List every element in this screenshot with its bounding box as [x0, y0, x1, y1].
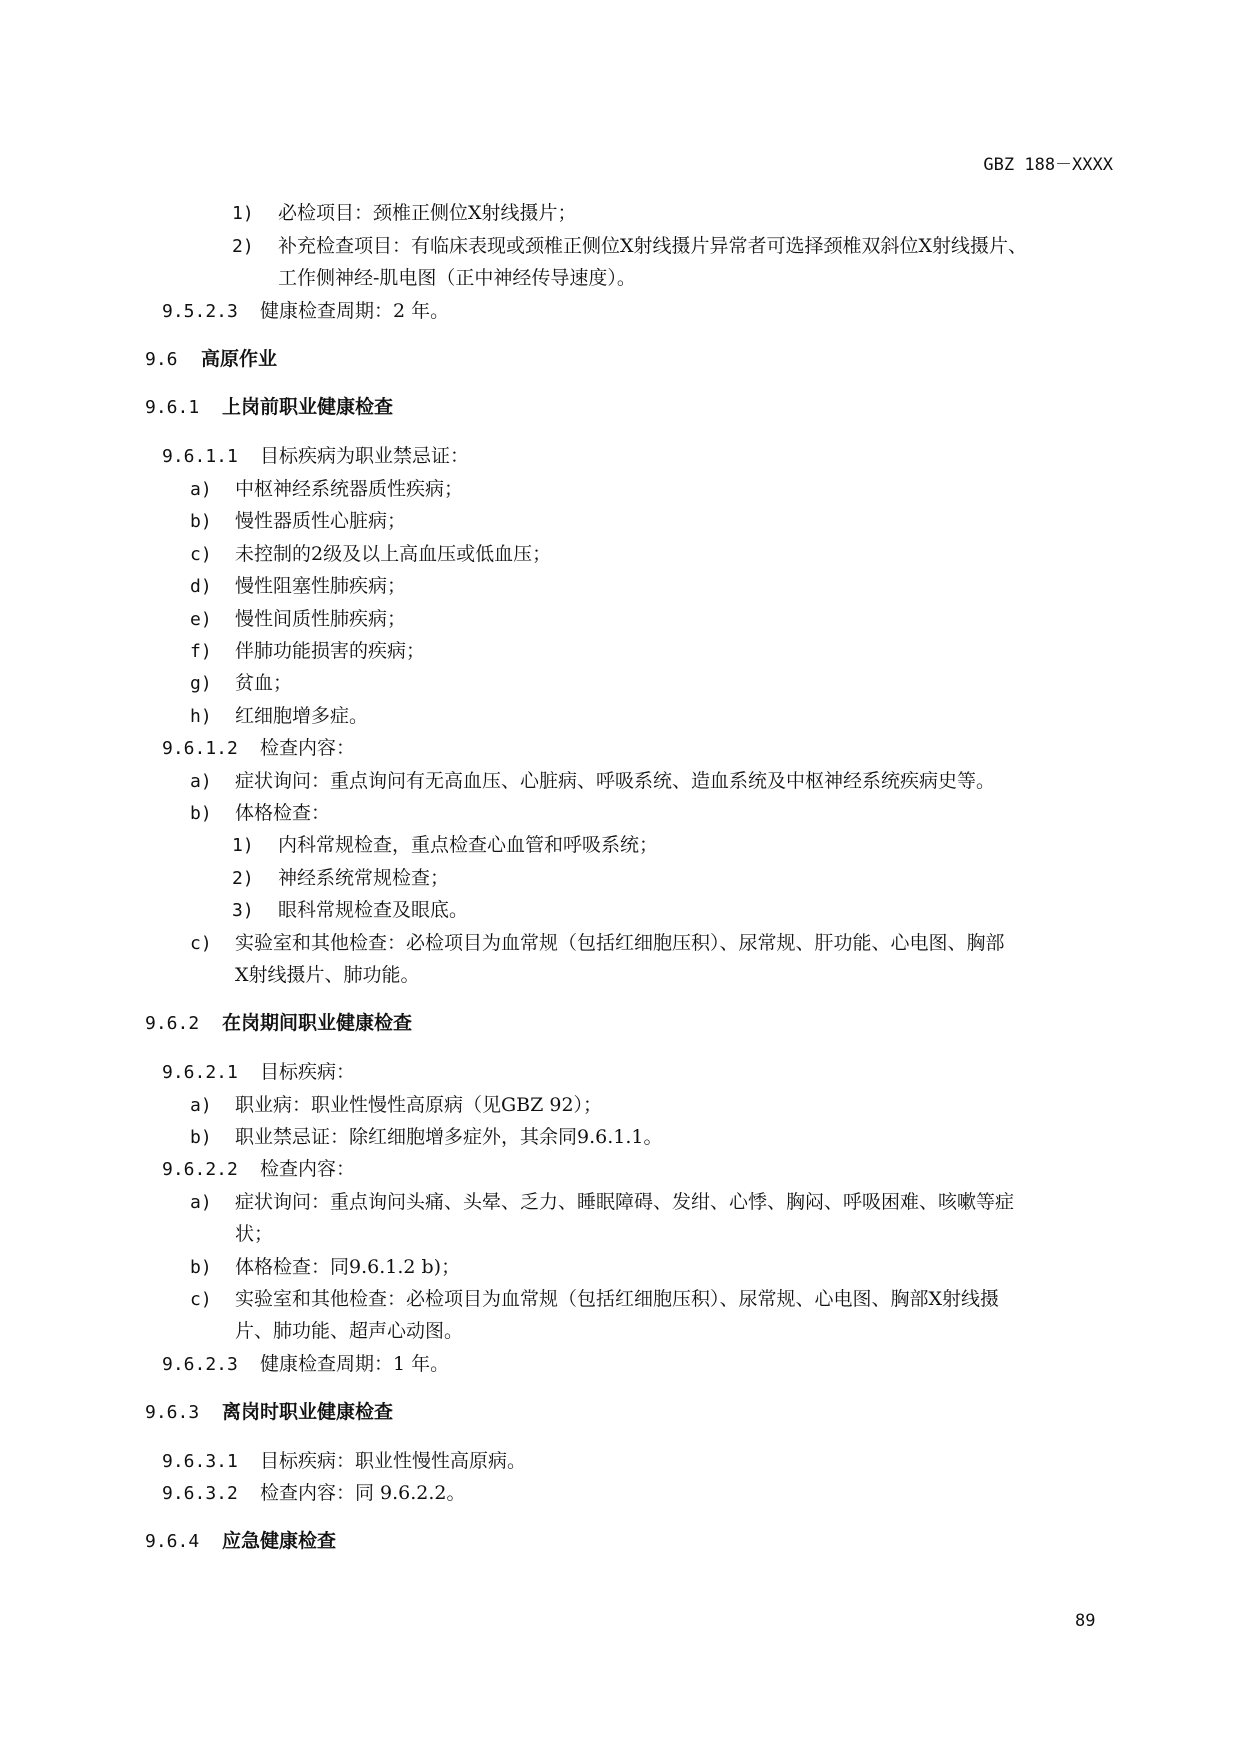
item-mark: 1) — [232, 203, 254, 224]
item-continuation: 状； — [235, 1223, 274, 1245]
item-text: 体格检查：同9.6.1.2 b)； — [235, 1256, 461, 1278]
list-item — [190, 800, 330, 827]
list-item — [190, 1254, 460, 1281]
section-number: 9.6 — [145, 349, 178, 370]
list-item — [232, 233, 1027, 260]
item-mark: b) — [190, 803, 212, 824]
standard-code: GBZ 188－XXXX — [983, 155, 1113, 175]
list-item — [190, 930, 1005, 957]
clause-text: 目标疾病：职业性慢性高原病。 — [260, 1450, 527, 1472]
clause-text: 目标疾病为职业禁忌证： — [260, 445, 470, 467]
subsection-title: 在岗期间职业健康检查 — [222, 1012, 413, 1034]
clause — [162, 1351, 449, 1378]
clause-text: 健康检查周期：2 年。 — [260, 300, 450, 322]
item-mark: c) — [190, 1289, 212, 1310]
item-mark: h) — [190, 706, 212, 727]
item-mark: a) — [190, 1095, 212, 1116]
sub-item — [232, 832, 658, 859]
item-text: 补充检查项目：有临床表现或颈椎正侧位X射线摄片异常者可选择颈椎双斜位X射线摄片、 — [278, 235, 1028, 257]
clause-number: 9.6.2.1 — [162, 1062, 238, 1083]
list-item — [190, 1286, 999, 1313]
list-item — [190, 606, 406, 633]
subsection-number: 9.6.1 — [145, 397, 200, 418]
list-item — [190, 768, 995, 795]
clause-number: 9.6.3.1 — [162, 1451, 238, 1472]
item-mark: d) — [190, 576, 212, 597]
section-title: 高原作业 — [201, 348, 278, 370]
clause-text: 目标疾病： — [260, 1061, 356, 1083]
clause-number: 9.6.1.2 — [162, 738, 238, 759]
clause-text: 检查内容： — [260, 737, 356, 759]
clause-number: 9.6.3.2 — [162, 1483, 238, 1504]
clause-number: 9.6.2.2 — [162, 1159, 238, 1180]
subsection-title: 离岗时职业健康检查 — [222, 1401, 394, 1423]
item-text: 未控制的2级及以上高血压或低血压； — [235, 543, 552, 565]
subsection-title: 上岗前职业健康检查 — [222, 396, 394, 418]
item-mark: e) — [190, 609, 212, 630]
item-text: 职业禁忌证：除红细胞增多症外，其余同9.6.1.1。 — [235, 1126, 663, 1148]
item-text: 职业病：职业性慢性高原病（见GBZ 92）； — [235, 1094, 603, 1116]
item-text: 红细胞增多症。 — [235, 705, 369, 727]
clause — [162, 1448, 526, 1475]
list-item — [190, 508, 406, 535]
clause — [162, 1059, 355, 1086]
item-text: 中枢神经系统器质性疾病； — [235, 478, 464, 500]
clause-text: 检查内容： — [260, 1158, 356, 1180]
clause — [162, 1480, 466, 1507]
subsection-number: 9.6.3 — [145, 1402, 200, 1423]
item-mark: 2) — [232, 868, 254, 889]
item-mark: 3) — [232, 900, 254, 921]
item-mark: 1) — [232, 835, 254, 856]
list-item — [190, 541, 551, 568]
clause — [162, 735, 355, 762]
item-mark: c) — [190, 933, 212, 954]
item-mark: c) — [190, 544, 212, 565]
sub-item — [232, 865, 449, 892]
item-text: 慢性间质性肺疾病； — [235, 608, 407, 630]
item-text: 伴肺功能损害的疾病； — [235, 640, 426, 662]
item-mark: b) — [190, 1127, 212, 1148]
subsection-number: 9.6.4 — [145, 1531, 200, 1552]
subsection-number: 9.6.2 — [145, 1013, 200, 1034]
subsection-heading — [145, 1528, 336, 1555]
item-mark: 2) — [232, 236, 254, 257]
item-mark: a) — [190, 1192, 212, 1213]
item-text: 实验室和其他检查：必检项目为血常规（包括红细胞压积）、尿常规、心电图、胸部X射线摄 — [235, 1288, 1000, 1310]
subsection-heading — [145, 1010, 412, 1037]
item-mark: b) — [190, 511, 212, 532]
item-continuation: X射线摄片、肺功能。 — [235, 964, 420, 986]
clause — [162, 443, 469, 470]
item-continuation: 片、肺功能、超声心动图。 — [235, 1320, 464, 1342]
sub-item — [232, 897, 468, 924]
item-continuation: 工作侧神经-肌电图（正中神经传导速度）。 — [278, 267, 636, 289]
item-mark: f) — [190, 641, 212, 662]
list-item — [190, 1189, 1014, 1216]
item-text: 神经系统常规检查； — [278, 867, 450, 889]
list-item — [232, 200, 577, 227]
clause-text: 健康检查周期：1 年。 — [260, 1353, 450, 1375]
clause — [162, 298, 449, 325]
subsection-title: 应急健康检查 — [222, 1530, 337, 1552]
item-text: 贫血； — [235, 672, 293, 694]
list-item — [190, 1092, 602, 1119]
item-text: 眼科常规检查及眼底。 — [278, 899, 469, 921]
subsection-heading — [145, 1399, 393, 1426]
item-mark: a) — [190, 479, 212, 500]
item-text: 实验室和其他检查：必检项目为血常规（包括红细胞压积）、尿常规、肝功能、心电图、胸部 — [235, 932, 1005, 954]
item-text: 内科常规检查，重点检查心血管和呼吸系统； — [278, 834, 659, 856]
clause-number: 9.6.1.1 — [162, 446, 238, 467]
section-heading — [145, 346, 277, 373]
item-mark: a) — [190, 771, 212, 792]
item-text: 必检项目：颈椎正侧位X射线摄片； — [278, 202, 577, 224]
subsection-heading — [145, 394, 393, 421]
item-text: 慢性阻塞性肺疾病； — [235, 575, 407, 597]
list-item — [190, 573, 406, 600]
list-item — [190, 670, 292, 697]
item-mark: g) — [190, 673, 212, 694]
item-text: 体格检查： — [235, 802, 331, 824]
list-item — [190, 703, 368, 730]
list-item — [190, 638, 425, 665]
item-text: 症状询问：重点询问头痛、头晕、乏力、睡眠障碍、发绀、心悸、胸闷、呼吸困难、咳嗽等症 — [235, 1191, 1015, 1213]
clause — [162, 1156, 355, 1183]
item-text: 慢性器质性心脏病； — [235, 510, 407, 532]
list-item — [190, 476, 463, 503]
item-text: 症状询问：重点询问有无高血压、心脏病、呼吸系统、造血系统及中枢神经系统疾病史等。 — [235, 770, 996, 792]
clause-number: 9.6.2.3 — [162, 1354, 238, 1375]
item-mark: b) — [190, 1257, 212, 1278]
list-item — [190, 1124, 662, 1151]
page-number: 89 — [1075, 1611, 1096, 1631]
clause-number: 9.5.2.3 — [162, 301, 238, 322]
clause-text: 检查内容：同 9.6.2.2。 — [260, 1482, 466, 1504]
